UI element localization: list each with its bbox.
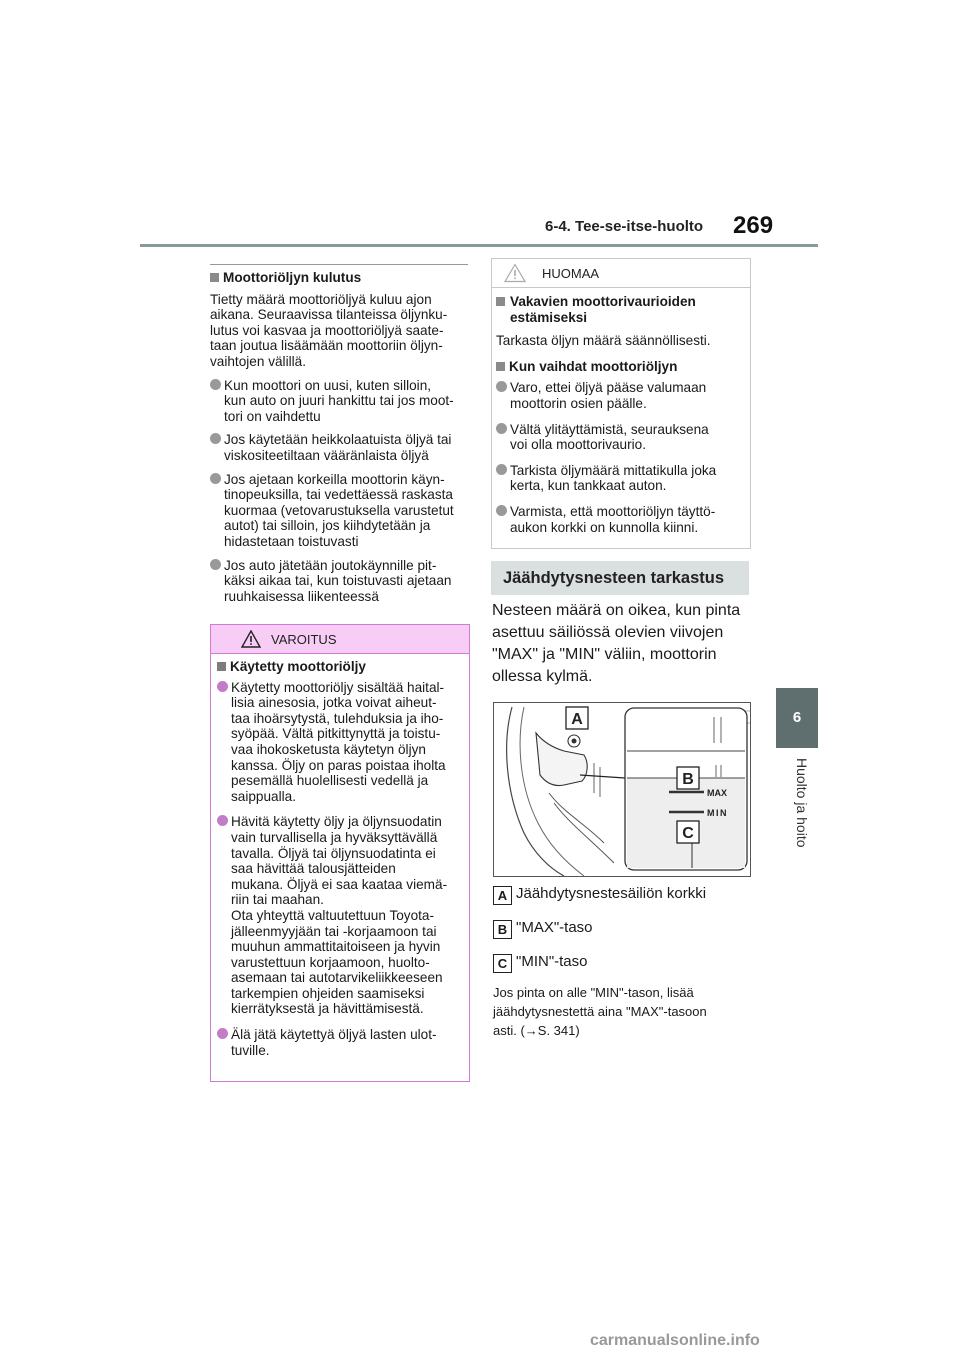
list-item: Varo, ettei öljyä pääse valumaan moottorin osien päälle. <box>496 380 746 411</box>
legend-item-b: B "MAX"-taso <box>493 918 755 952</box>
oil-consumption-intro: Tietty määrä moottoriöljyä kuluu ajon aikana. Seuraavissa tilanteissa öljynku- lutus voi kasvaa ja moottoriöljyä saate- taan joutua lisäämään moottoriin öljyn- vaihtojen välillä. <box>210 291 448 369</box>
warning-box <box>210 624 470 1082</box>
oil-change-heading: Kun vaihdat moottoriöljyn <box>496 359 746 375</box>
engine-damage-heading: Vakavien moottorivaurioiden estämiseksi <box>496 294 746 325</box>
coolant-reservoir-figure <box>493 702 751 877</box>
list-item: Tarkista öljymäärä mittatikulla joka kerta, kun tankkaat auton. <box>496 463 746 494</box>
max-mark-label: MAX <box>707 788 727 798</box>
note-box <box>491 258 751 549</box>
coolant-body: Nesteen määrä on oikea, kun pinta asettuu säiliössä olevien viivojen "MAX" ja "MIN" väliin, moottorin ollessa kylmä. <box>492 602 741 685</box>
warning-triangle-icon <box>241 630 261 648</box>
check-oil-text: Tarkasta öljyn määrä säännöllisesti. <box>496 333 711 349</box>
list-item: Jos ajetaan korkeilla moottorin käyn- tinopeuksilla, tai vedettäessä raskasta kuormaa (vetovarustuksella varustetut autot) tai silloin, jos kiihdytetään ja hidastetaan toistuvasti <box>210 472 472 550</box>
note-header <box>492 259 750 288</box>
oil-consumption-heading: Moottoriöljyn kulutus <box>210 270 472 286</box>
watermark: carmanualsonline.info <box>590 1332 760 1349</box>
caution-triangle-icon <box>504 263 526 283</box>
figure-legend <box>493 884 755 984</box>
list-item: Käytetty moottoriöljy sisältää haital- lisia ainesosia, jotka voivat aiheut- taa ihoärsytystä, tulehduksia ja iho- syöpää. Vältä pitkittynyttä ja toistu- vaa ihokosketusta käytetyn öljyn kanssa. Öljy on paras poistaa iholta pesemällä huolellisesti vedellä ja saippualla. <box>217 680 463 805</box>
list-item: Kun moottori on uusi, kuten silloin, kun auto on juuri hankittu tai jos moot- tori on vaihdettu <box>210 378 472 425</box>
coolant-section-title: Jäähdytysnesteen tarkastus <box>491 561 749 595</box>
oil-consumption-section <box>210 270 472 604</box>
list-item: Vältä ylitäyttämistä, seurauksena voi olla moottorivaurio. <box>496 422 746 453</box>
chapter-label: Huolto ja hoito <box>794 758 810 848</box>
min-mark-label: MIN <box>707 808 728 818</box>
list-item: Jos auto jätetään joutokäynnille pit- käksi aikaa tai, kun toistuvasti ajetaan ruuhkaisessa liikenteessä <box>210 558 472 605</box>
legend-item-a: A Jäähdytysnestesäiliön korkki <box>493 884 755 918</box>
used-oil-heading: Käytetty moottoriöljy <box>217 659 463 675</box>
label-b: B <box>682 771 694 788</box>
chapter-tab: 6 <box>776 688 818 748</box>
legend-item-c: C "MIN"-taso <box>493 952 755 984</box>
list-item: Älä jätä käytettyä öljyä lasten ulot- tuville. <box>217 1027 463 1058</box>
note-title: HUOMAA <box>542 266 600 281</box>
list-item: Hävitä käytetty öljy ja öljynsuodatin vain turvallisella ja hyväksyttävällä tavalla. Öljyä tai öljynsuodatinta ei saa hävittää talousjätteiden mukana. Öljyä ei saa kaataa viemä- riin tai maahan. Ota yhteyttä valtuutettuun Toyota- jälleenmyyjään tai -korjaamoon tai muuhun ammattitaitoiseen ja hyvin varustettuun korjaamoon, huolto- asemaan tai autotarvikeliikkeeseen tarkempien ohjeiden saamiseksi kierrätyksestä ja hävittämisestä. <box>217 814 463 1017</box>
warning-title: VAROITUS <box>271 632 337 647</box>
label-a: A <box>571 711 583 728</box>
header-divider <box>140 244 818 247</box>
warning-header <box>211 625 469 654</box>
section-divider <box>210 264 468 265</box>
section-title: 6-4. Tee-se-itse-huolto <box>545 218 704 235</box>
coolant-footnote: Jos pinta on alle "MIN"-tason, lisää jäähdytysnestettä aina "MAX"-tasoon asti. (→S. 341) <box>493 985 707 1038</box>
page-number: 269 <box>733 212 774 239</box>
list-item: Jos käytetään heikkolaatuista öljyä tai viskositeetiltaan vääränlaista öljyä <box>210 432 472 463</box>
label-c: C <box>682 825 694 842</box>
list-item: Varmista, että moottoriöljyn täyttö- aukon korkki on kunnolla kiinni. <box>496 504 746 535</box>
engine-bay-illustration <box>494 703 750 876</box>
